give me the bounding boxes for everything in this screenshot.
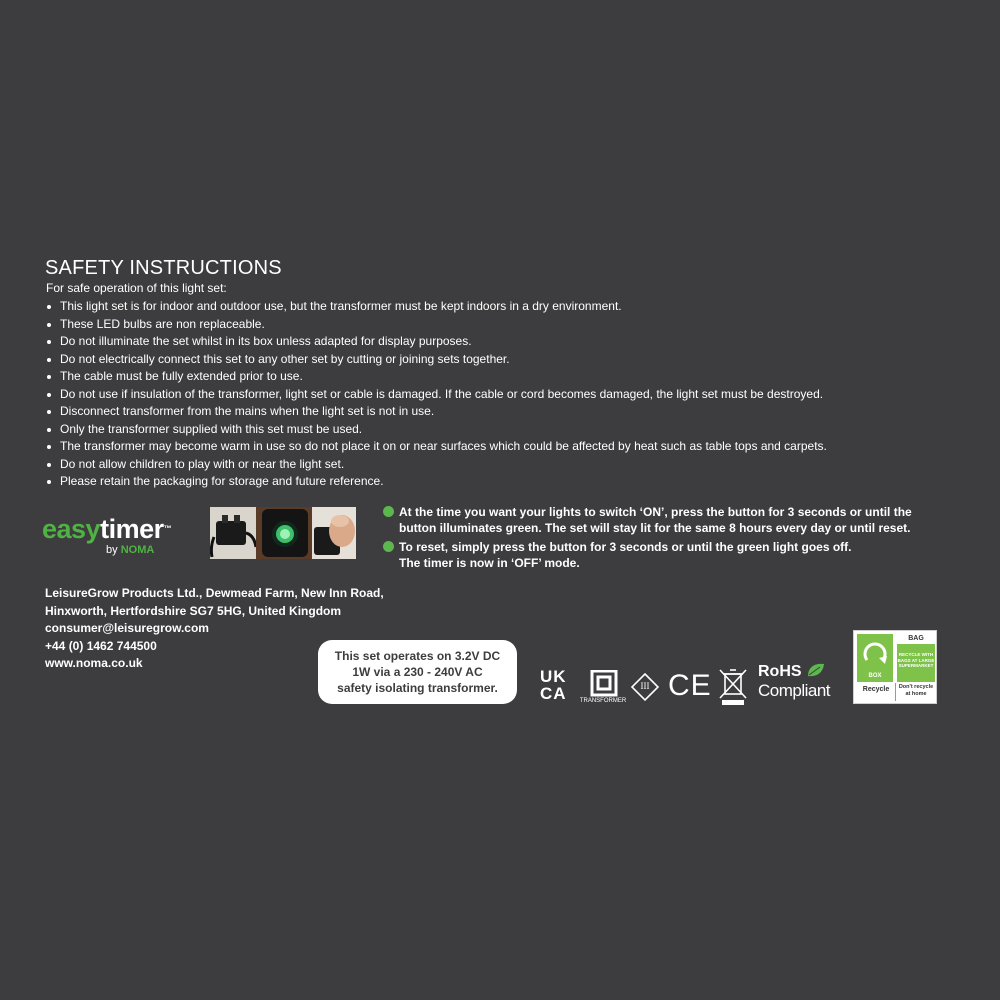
easytimer-logo	[42, 514, 192, 564]
safety-item: Please retain the packaging for storage and future reference.	[46, 473, 827, 491]
operation-line: safety isolating transformer.	[337, 681, 498, 695]
logo-easy-text: easy	[42, 514, 101, 544]
recycling-info-panel	[853, 630, 937, 704]
logo-trademark: ™	[163, 524, 172, 533]
safety-item: Do not use if insulation of the transformer, light set or cable is damaged. If the cable or cord becomes damaged, the light set must be destroyed.	[46, 386, 827, 404]
safety-list	[46, 298, 827, 491]
company-phone: +44 (0) 1462 744500	[45, 638, 157, 653]
transformer-plug-photo	[210, 507, 258, 559]
company-address-line: Hinxworth, Hertfordshire SG7 5HG, United Kingdom	[45, 603, 342, 618]
safety-item: Only the transformer supplied with this set must be used.	[46, 421, 827, 439]
recycle-bag-head: BAG	[908, 635, 924, 642]
logo-timer-text: timer	[100, 514, 164, 544]
rohs-top-text	[758, 662, 836, 681]
recycle-divider	[895, 683, 896, 701]
timer-text: The timer is now in ‘OFF’ mode.	[399, 556, 580, 570]
timer-instruction-on	[383, 504, 943, 536]
weee-bin-icon	[718, 668, 748, 706]
recycle-box-tile	[857, 634, 893, 682]
timer-text: At the time you want your lights to switch ‘ON’, press the button for 3 seconds or until the	[399, 505, 912, 519]
recycle-bag-column	[897, 634, 935, 682]
ukca-top-text: UK	[540, 667, 567, 686]
company-website: www.noma.co.uk	[45, 656, 143, 670]
safety-item: The transformer may become warm in use so do not place it on or near surfaces which could be affected by heat such as table tops and carpets.	[46, 438, 827, 456]
green-dot-icon	[383, 541, 394, 552]
operation-line: 1W via a 230 - 240V AC	[352, 665, 483, 679]
rohs-label: RoHS	[758, 663, 802, 680]
safety-intro: For safe operation of this light set:	[46, 281, 227, 295]
safety-item: This light set is for indoor and outdoor use, but the transformer must be kept indoors in a dry environment.	[46, 298, 827, 316]
recycle-box-foot: Recycle	[862, 686, 890, 693]
leaf-icon	[806, 662, 826, 678]
timer-text: To reset, simply press the button for 3 seconds or until the green light goes off.	[399, 540, 852, 554]
safety-title: SAFETY INSTRUCTIONS	[45, 257, 282, 279]
recycle-bag-foot: Don't recycle at home	[898, 684, 934, 697]
safety-item: Do not electrically connect this set to any other set by cutting or joining sets together.	[46, 351, 827, 369]
green-button-photo	[256, 507, 314, 559]
timer-instructions	[383, 504, 943, 574]
recycle-bag-text: RECYCLE WITH BAGS AT LARGE SUPERMARKET	[897, 644, 935, 682]
safety-item: Do not allow children to play with or near the light set.	[46, 456, 827, 474]
ukca-bottom-text: CA	[540, 684, 567, 703]
finger-press-photo	[312, 507, 356, 559]
logo-noma-text: NOMA	[120, 544, 155, 556]
safety-transformer-icon	[578, 670, 628, 706]
ukca-mark-icon	[540, 668, 576, 704]
ce-mark-icon: CE	[668, 669, 712, 702]
product-photo-strip	[210, 507, 356, 559]
recycle-box-column	[857, 634, 893, 682]
recycle-arrow-icon	[857, 636, 893, 672]
safety-item: These LED bulbs are non replaceable.	[46, 316, 827, 334]
class-iii-icon	[630, 672, 660, 702]
logo-byline	[106, 544, 154, 556]
logo-by-text: by	[106, 544, 121, 556]
green-dot-icon	[383, 506, 394, 517]
safety-item: The cable must be fully extended prior to use.	[46, 368, 827, 386]
safety-item: Do not illuminate the set whilst in its box unless adapted for display purposes.	[46, 333, 827, 351]
company-address-line: LeisureGrow Products Ltd., Dewmead Farm, New Inn Road,	[45, 586, 384, 600]
rohs-compliant-mark	[758, 662, 836, 704]
rohs-bottom-text: Compliant	[758, 681, 831, 700]
transformer-label: TRANSFORMER	[579, 698, 627, 704]
recycle-box-label: BOX	[868, 673, 882, 679]
operation-line: This set operates on 3.2V DC	[334, 649, 501, 663]
timer-text: button illuminates green. The set will stay lit for the same 8 hours every day or until reset.	[399, 521, 911, 535]
logo-wordmark	[42, 514, 192, 544]
safety-item: Disconnect transformer from the mains when the light set is not in use.	[46, 403, 827, 421]
company-email: consumer@leisuregrow.com	[45, 621, 209, 635]
operation-info-box	[318, 640, 517, 704]
timer-instruction-reset	[383, 539, 943, 571]
class-iii-text: III	[640, 681, 650, 691]
